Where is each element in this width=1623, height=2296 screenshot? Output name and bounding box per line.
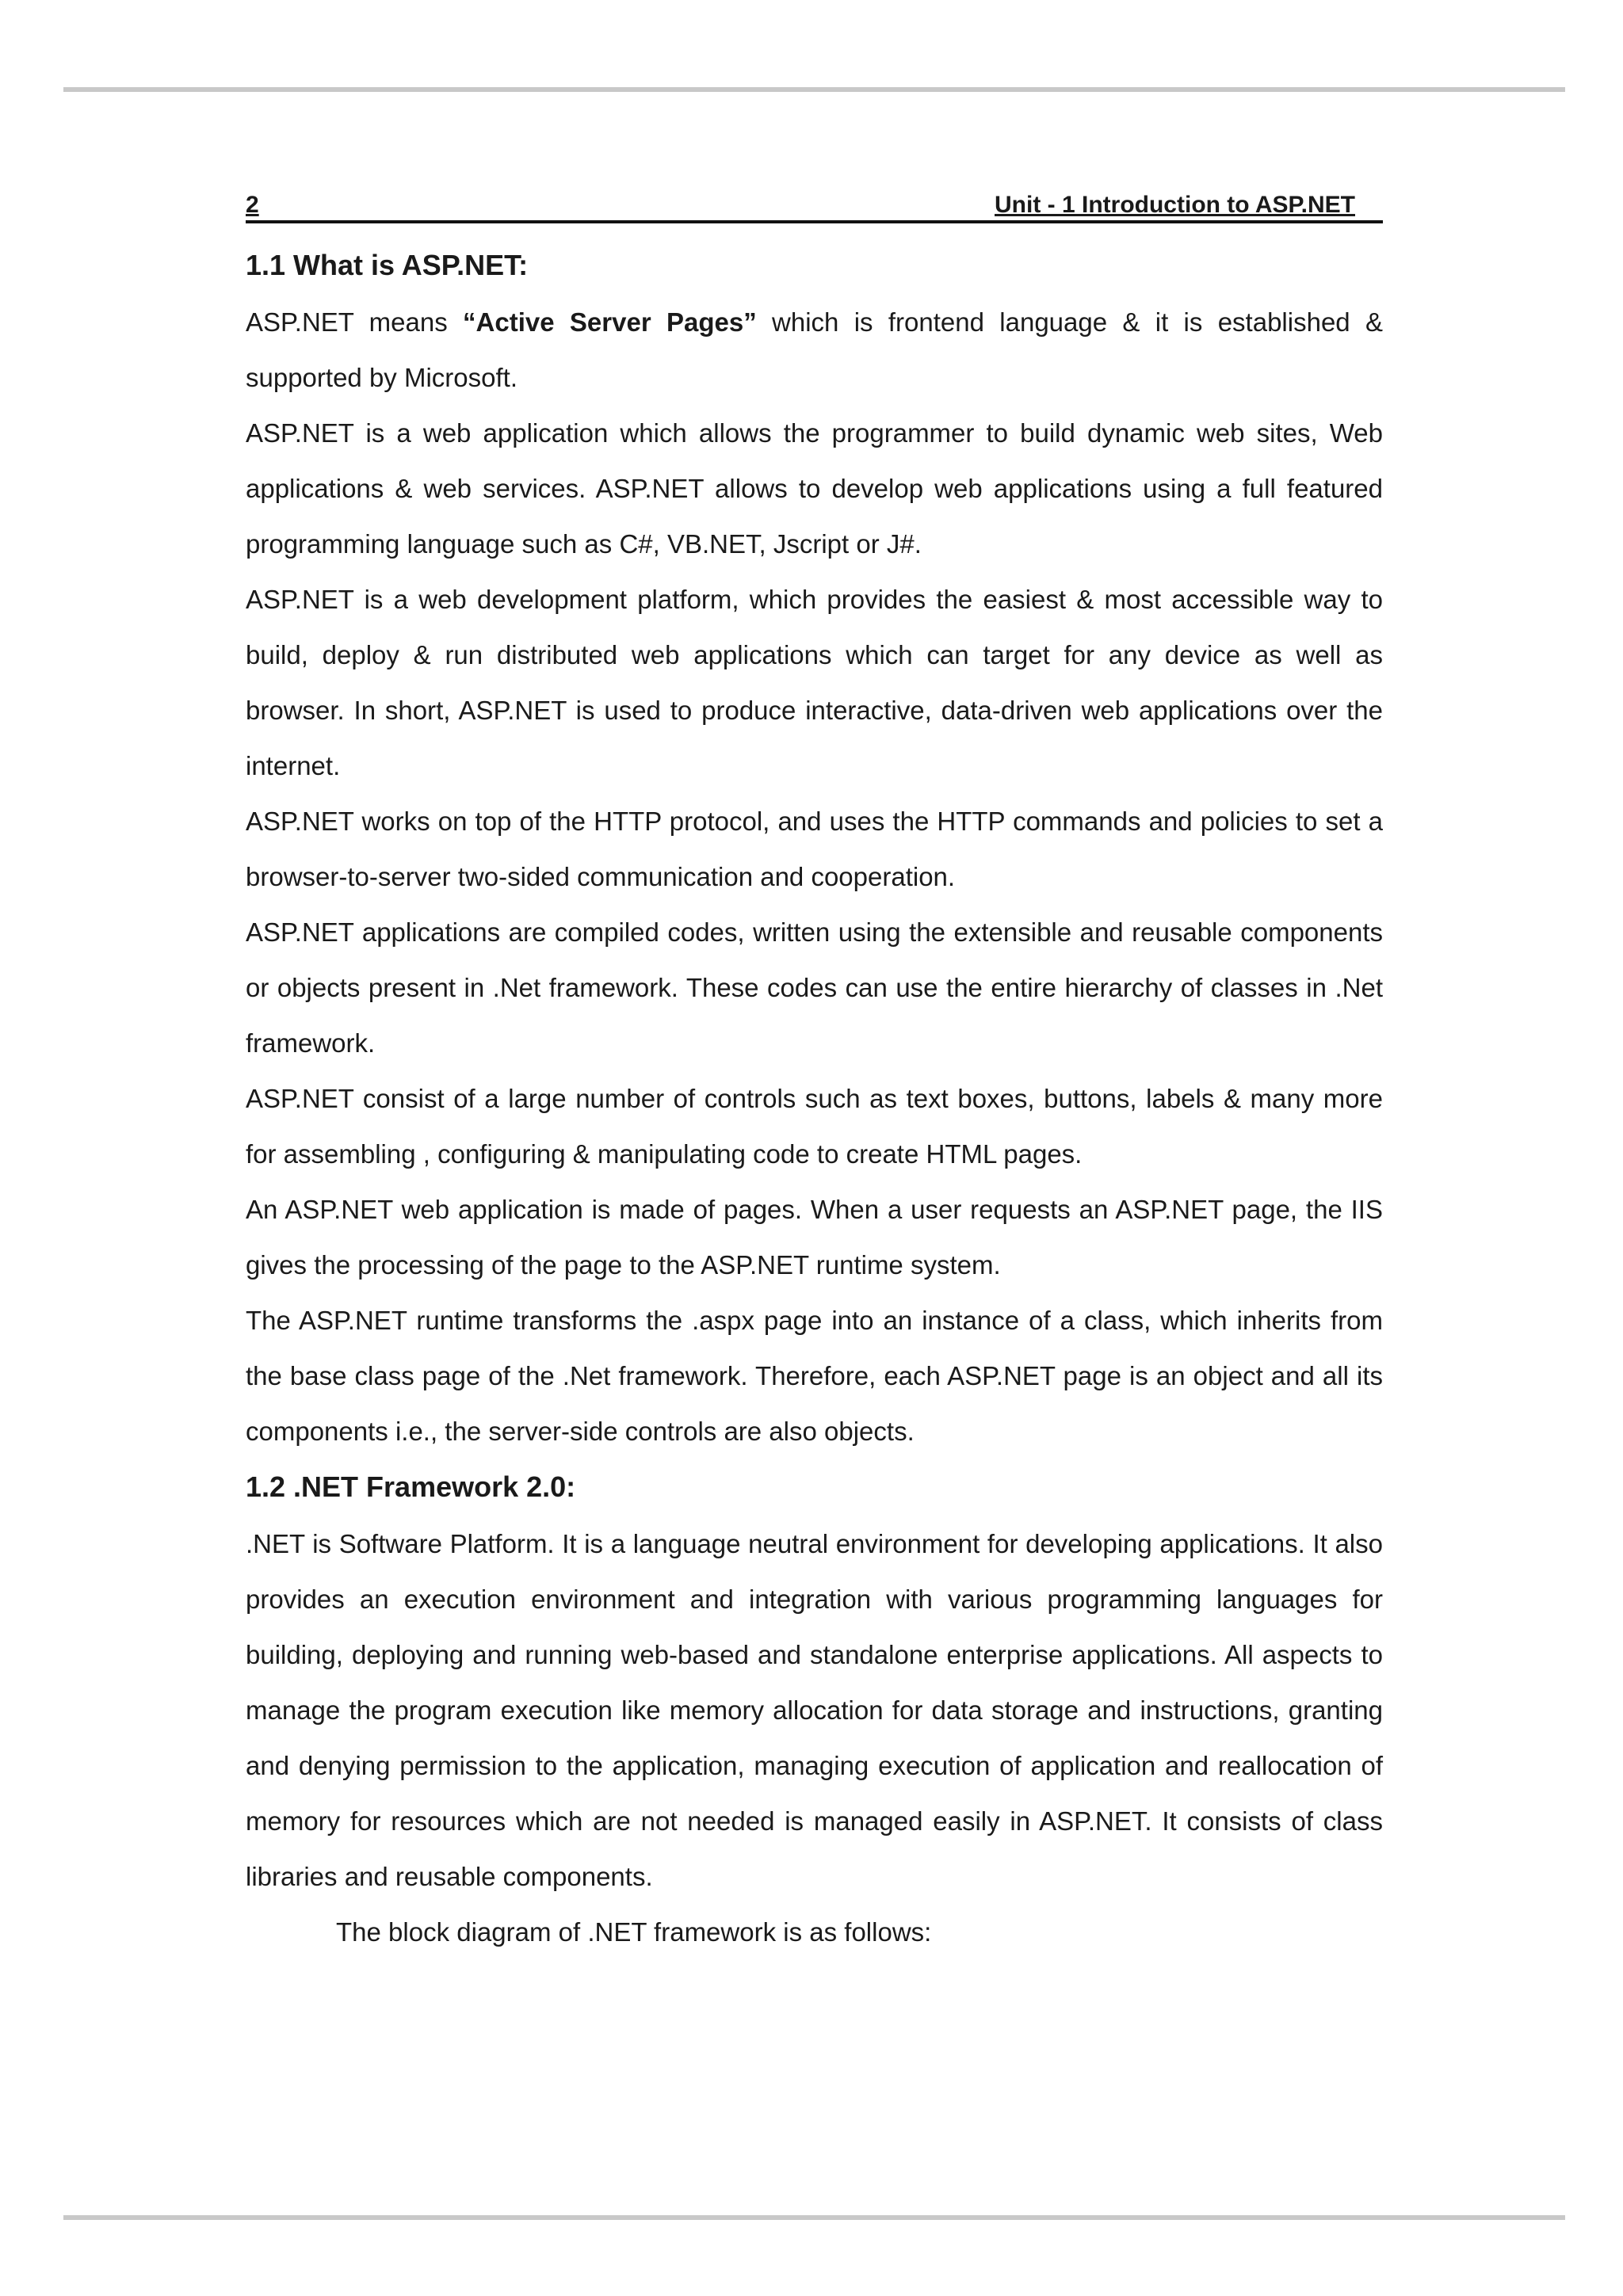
scan-border-bottom xyxy=(63,2215,1565,2220)
paragraph-block-diagram-intro: The block diagram of .NET framework is as follows: xyxy=(336,1917,932,1947)
paragraph-software-platform: .NET is Software Platform. It is a language neutral environment for developing applications. It also provides an execution environment and integration with various programming languages for building, deploying and running web-based and standalone enterprise applications. All aspects to manage the program execution like memory allocation for data storage and instructions, granting and denying permission to the application, managing execution of application and reallocation of memory for resources which are not needed is managed easily in ASP.NET. It consists of class libraries and reusable components. xyxy=(246,1529,1383,1891)
scan-border-top xyxy=(63,87,1565,92)
paragraph-compiled-codes: ASP.NET applications are compiled codes, written using the extensible and reusable components or objects present in .Net framework. These codes can use the entire hierarchy of classes in .Net framework. xyxy=(246,917,1383,1058)
document-page xyxy=(246,184,1383,1960)
paragraph-controls: ASP.NET consist of a large number of controls such as text boxes, buttons, labels & many more for assembling , configuring & manipulating code to create HTML pages. xyxy=(246,1084,1383,1169)
page-number: 2 xyxy=(246,192,259,218)
bold-term-active-server-pages: “Active Server Pages” xyxy=(463,307,757,337)
unit-title: Unit - 1 Introduction to ASP.NET xyxy=(995,192,1355,218)
paragraph-http-protocol: ASP.NET works on top of the HTTP protocol, and uses the HTTP commands and policies to set a browser-to-server two-sided communication and cooperation. xyxy=(246,807,1383,891)
paragraph-definition xyxy=(246,295,1383,406)
section-heading-net-framework: 1.2 .NET Framework 2.0: xyxy=(246,1470,576,1503)
running-header xyxy=(246,184,1383,223)
paragraph-web-application: ASP.NET is a web application which allows the programmer to build dynamic web sites, Web applications & web services. ASP.NET allows to develop web applications using a full featured programming language such as C#, VB.NET, Jscript or J#. xyxy=(246,418,1383,559)
paragraph-definition-rest: which is frontend language & it is established & supported by Microsoft. xyxy=(246,307,1383,392)
paragraph-development-platform: ASP.NET is a web development platform, which provides the easiest & most accessible way to build, deploy & run distributed web applications which can target for any device as well as browser. In short, ASP.NET is used to produce interactive, data-driven web applications over the internet. xyxy=(246,585,1383,780)
paragraph-runtime: The ASP.NET runtime transforms the .aspx page into an instance of a class, which inherits from the base class page of the .Net framework. Therefore, each ASP.NET page is an object and all its components i.e., the server-side controls are also objects. xyxy=(246,1306,1383,1446)
section-heading-what-is-aspnet: 1.1 What is ASP.NET: xyxy=(246,249,529,281)
paragraph-pages: An ASP.NET web application is made of pages. When a user requests an ASP.NET page, the IIS gives the processing of the page to the ASP.NET runtime system. xyxy=(246,1195,1383,1280)
paragraph-definition-lead: ASP.NET means xyxy=(246,307,464,337)
